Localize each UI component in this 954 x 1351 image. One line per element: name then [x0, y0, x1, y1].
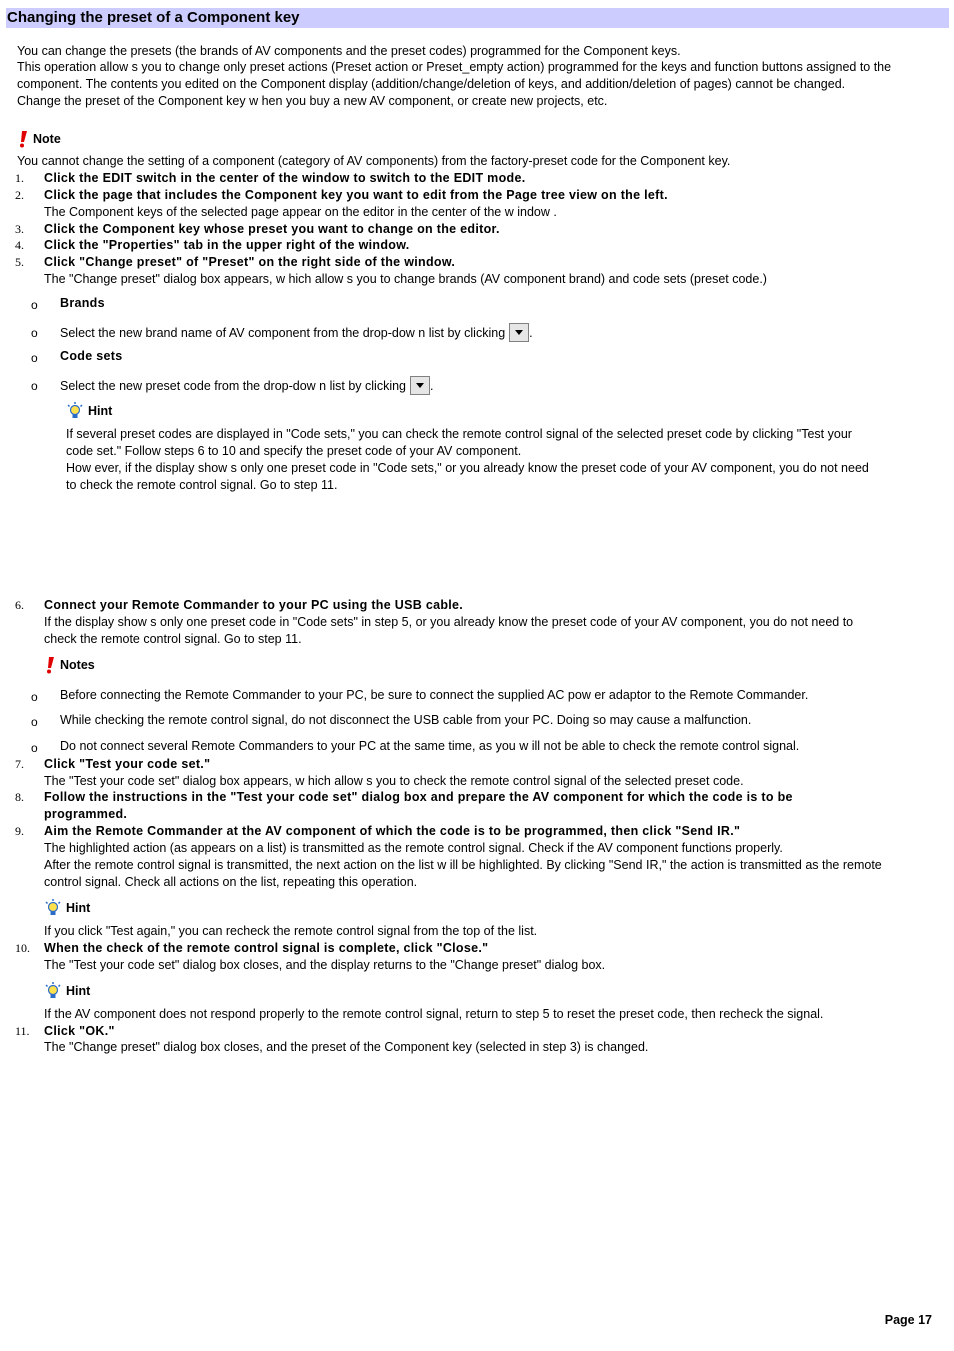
step-title: Click the "Properties" tab in the upper right of the window.	[44, 238, 410, 252]
bullet-marker: o	[31, 690, 38, 704]
bullet-marker: o	[31, 298, 38, 312]
step-title: Click "OK."	[44, 1024, 115, 1038]
step-desc: After the remote control signal is transmitted, the next action on the list w ill be highlighted. By clicking "Send IR," the action is transmitted as the remote	[44, 858, 882, 872]
step-desc: The "Test your code set" dialog box closes, and the display returns to the "Change preset" dialog box.	[44, 958, 606, 972]
note-item: While checking the remote control signal, do not disconnect the USB cable from your PC. Doing so may cause a malfunction.	[60, 713, 752, 727]
codesets-text: Select the new preset code from the drop-dow n list by clicking	[60, 379, 407, 393]
hint-label: Hint	[66, 901, 91, 915]
period: .	[529, 326, 533, 340]
step-desc: The Component keys of the selected page appear on the editor in the center of the w indow .	[44, 205, 557, 219]
page-number: Page 17	[884, 1313, 932, 1327]
step-number: 10.	[15, 941, 30, 955]
dropdown-arrow-icon[interactable]	[410, 376, 430, 395]
notes-label: Notes	[60, 658, 95, 672]
step-desc: The "Change preset" dialog box appears, w hich allow s you to change brands (AV component brand) and code sets (preset code.)	[44, 272, 767, 286]
step-desc: check the remote control signal. Go to step 11.	[44, 632, 302, 646]
step-number: 9.	[15, 824, 24, 838]
bullet-marker: o	[31, 379, 38, 393]
bullet-marker: o	[31, 351, 38, 365]
hint-text: If you click "Test again," you can recheck the remote control signal from the top of the list.	[44, 924, 538, 938]
note-heading	[17, 130, 61, 148]
step-desc: control signal. Check all actions on the list, repeating this operation.	[44, 875, 418, 889]
step-number: 1.	[15, 171, 24, 185]
notes-heading	[44, 656, 95, 674]
step-title: programmed.	[44, 807, 128, 821]
intro-line: You can change the presets (the brands of AV components and the preset codes) programmed for the Component keys.	[17, 44, 681, 58]
title-bar	[6, 8, 949, 28]
step-number: 4.	[15, 238, 24, 252]
bullet-marker: o	[31, 326, 38, 340]
note-text: You cannot change the setting of a component (category of AV components) from the factory-preset code for the Component key.	[17, 154, 731, 168]
hint-line: If several preset codes are displayed in "Code sets," you can check the remote control signal of the selected preset code by clicking "Test your	[66, 427, 852, 441]
brands-instruction	[60, 323, 930, 342]
step-title: Click "Change preset" of "Preset" on the right side of the window.	[44, 255, 456, 269]
hint-heading	[44, 899, 90, 917]
intro-line: component. The contents you edited on the Component display (addition/change/deletion of keys, and addition/deletion of pages) cannot be changed.	[17, 77, 846, 91]
step-title: Click the Component key whose preset you want to change on the editor.	[44, 222, 500, 236]
step-number: 5.	[15, 255, 24, 269]
step-title: Follow the instructions in the "Test your code set" dialog box and prepare the AV component for which the code is to be	[44, 790, 793, 804]
page-title: Changing the preset of a Component key	[7, 9, 300, 26]
step-number: 8.	[15, 790, 24, 804]
codesets-instruction	[60, 376, 930, 395]
step-number: 2.	[15, 188, 24, 202]
hint-text: If the AV component does not respond properly to the remote control signal, return to step 5 to reset the preset code, then recheck the signal.	[44, 1007, 824, 1021]
intro-line: This operation allow s you to change only preset actions (Preset action or Preset_empty action) programmed for the keys and function buttons assigned to the	[17, 60, 892, 74]
lightbulb-icon	[44, 982, 62, 1000]
lightbulb-icon	[44, 899, 62, 917]
step-title: Aim the Remote Commander at the AV component of which the code is to be programmed, then click "Send IR."	[44, 824, 741, 838]
step-number: 3.	[15, 222, 24, 236]
lightbulb-icon	[66, 402, 84, 420]
step-desc: The "Change preset" dialog box closes, and the preset of the Component key (selected in step 3) is changed.	[44, 1040, 649, 1054]
step-title: Click "Test your code set."	[44, 757, 211, 771]
brands-text: Select the new brand name of AV component from the drop-dow n list by clicking	[60, 326, 506, 340]
step-title: Connect your Remote Commander to your PC using the USB cable.	[44, 598, 464, 612]
step-number: 7.	[15, 757, 24, 771]
step-desc: The "Test your code set" dialog box appears, w hich allow s you to check the remote control signal of the selected preset code.	[44, 774, 744, 788]
exclamation-icon	[17, 130, 29, 148]
step-number: 11.	[15, 1024, 30, 1038]
hint-line: How ever, if the display show s only one preset code in "Code sets," or you already know the preset code of your AV component, you do not need	[66, 461, 869, 475]
note-label: Note	[33, 132, 61, 146]
codesets-label: Code sets	[60, 349, 123, 363]
hint-line: code set." Follow steps 6 to 10 and specify the preset code of your AV component.	[66, 444, 522, 458]
step-title: Click the EDIT switch in the center of the window to switch to the EDIT mode.	[44, 171, 526, 185]
step-title: When the check of the remote control signal is complete, click "Close."	[44, 941, 489, 955]
dropdown-arrow-icon[interactable]	[509, 323, 529, 342]
step-desc: The highlighted action (as appears on a list) is transmitted as the remote control signal. Check if the AV component functions properly.	[44, 841, 783, 855]
note-item: Do not connect several Remote Commanders to your PC at the same time, as you w ill not be able to check the remote control signal.	[60, 739, 800, 753]
hint-heading	[44, 982, 90, 1000]
hint-heading	[66, 402, 112, 420]
bullet-marker: o	[31, 741, 38, 755]
step-desc: If the display show s only one preset code in "Code sets" in step 5, or you already know the preset code of your AV component, you do not need to	[44, 615, 854, 629]
bullet-marker: o	[31, 715, 38, 729]
hint-label: Hint	[66, 984, 91, 998]
exclamation-icon	[44, 656, 56, 674]
brands-label: Brands	[60, 296, 105, 310]
period: .	[430, 379, 434, 393]
hint-line: to check the remote control signal. Go to step 11.	[66, 478, 338, 492]
intro-line: Change the preset of the Component key w hen you buy a new AV component, or create new projects, etc.	[17, 94, 608, 108]
step-number: 6.	[15, 598, 24, 612]
hint-label: Hint	[88, 404, 113, 418]
step-title: Click the page that includes the Component key you want to edit from the Page tree view on the left.	[44, 188, 668, 202]
note-item: Before connecting the Remote Commander to your PC, be sure to connect the supplied AC pow er adaptor to the Remote Commander.	[60, 688, 809, 702]
